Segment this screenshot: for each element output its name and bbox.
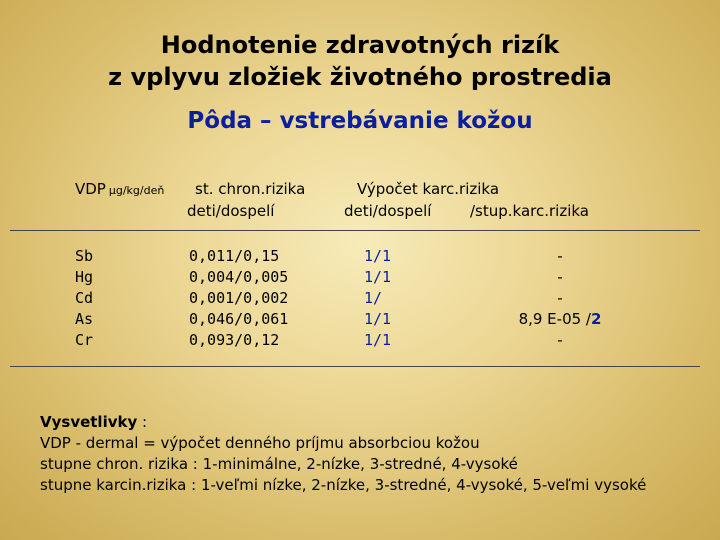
column-element	[75, 246, 93, 351]
header-chron-line1: st. chron.rizika	[195, 180, 306, 198]
table-cell-element: Cd	[75, 289, 94, 307]
header-karc-line2: deti/dospelí	[344, 202, 432, 220]
table-cell-vdp: 0,011/0,15	[189, 247, 280, 265]
table-cell-element: Hg	[75, 268, 94, 286]
table-cell-karc: -	[557, 289, 563, 307]
column-chron	[364, 246, 391, 351]
page-title-line1: Hodnotenie zdravotných rizík	[160, 31, 560, 59]
table-cell-karc: -	[557, 268, 563, 286]
header-karc-line1: Výpočet karc.rizika	[357, 180, 500, 198]
column-karc	[460, 246, 660, 351]
legend-heading-colon: :	[137, 413, 148, 431]
column-vdp	[189, 246, 288, 351]
table-cell-karc: -	[557, 331, 563, 349]
table-cell-chron: 1/	[364, 289, 383, 307]
header-karc-stup: /stup.karc.rizika	[470, 202, 590, 220]
page-subtitle: Pôda – vstrebávanie kožou	[187, 108, 533, 134]
table-cell-chron: 1/1	[364, 310, 392, 328]
table-cell-karc: -	[557, 247, 563, 265]
table-cell-chron: 1/1	[364, 247, 392, 265]
header-vdp-label: VDP	[75, 180, 106, 198]
legend-line: stupne chron. rizika : 1-minimálne, 2-nízke, 3-stredné, 4-vysoké	[40, 455, 518, 473]
legend-line: stupne karcin.rizika : 1-veľmi nízke, 2-nízke, 3-stredné, 4-vysoké, 5-veľmi vysoké	[40, 476, 647, 494]
table-cell-chron: 1/1	[364, 331, 392, 349]
table-cell-element: As	[75, 310, 94, 328]
table-cell-karc: 8,9 E-05 /2	[518, 310, 602, 328]
legend-heading: Vysvetlivky	[40, 413, 138, 431]
table-top-rule	[10, 230, 700, 231]
table-cell-vdp: 0,004/0,005	[189, 268, 289, 286]
legend	[40, 412, 646, 496]
table-cell-vdp: 0,093/0,12	[189, 331, 280, 349]
legend-line: VDP - dermal = výpočet denného príjmu absorbciou kožou	[40, 434, 480, 452]
table-cell-chron: 1/1	[364, 268, 392, 286]
table-cell-element: Cr	[75, 331, 94, 349]
legend-heading-row	[40, 412, 646, 433]
table-cell-vdp: 0,046/0,061	[189, 310, 289, 328]
table-cell-vdp: 0,001/0,002	[189, 289, 289, 307]
page-title-line2: z vplyvu zložiek životného prostredia	[108, 63, 612, 91]
header-vdp-unit: μg/kg/deň	[108, 184, 165, 197]
header-vdp	[75, 178, 164, 202]
table-bottom-rule	[10, 366, 700, 367]
table-cell-element: Sb	[75, 247, 94, 265]
header-chron-line2: deti/dospelí	[187, 202, 275, 220]
